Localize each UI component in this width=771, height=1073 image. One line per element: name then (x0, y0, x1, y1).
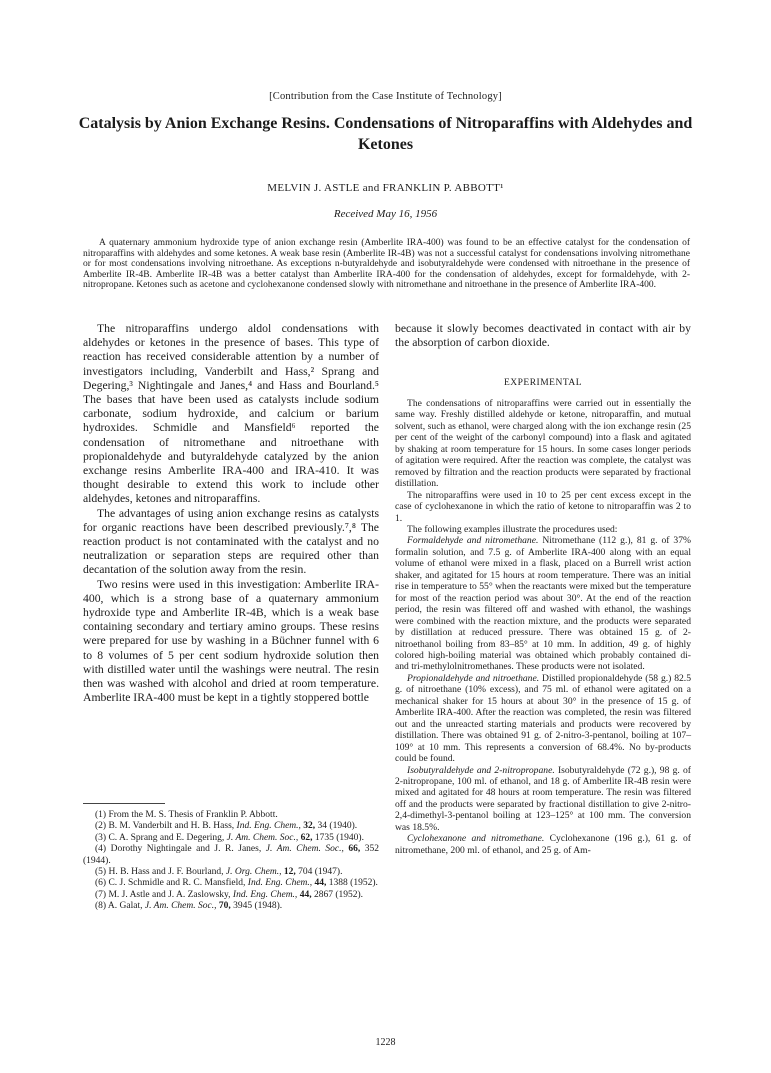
experimental-section (395, 398, 691, 856)
right-column-intro (395, 322, 691, 350)
body-paragraph: The advantages of using anion exchange resins as catalysts for organic reactions have been described previously.⁷,⁸ The reaction product is not contaminated with the catalyst and no neutralization or separation steps are required other than decantation of the solution away from the resin. (83, 506, 379, 577)
footnote: (1) From the M. S. Thesis of Franklin P. Abbott. (95, 810, 278, 820)
example-paragraph (395, 833, 691, 856)
article-title: Catalysis by Anion Exchange Resins. Condensations of Nitroparaffins with Aldehydes and Ketones (78, 115, 693, 153)
example-paragraph (395, 765, 691, 834)
body-paragraph: because it slowly becomes deactivated in contact with air by the absorption of carbon dioxide. (395, 322, 691, 350)
footnote: (7) M. J. Astle and J. A. Zaslowsky, Ind. Eng. Chem., 44, 2867 (1952). (95, 889, 364, 900)
footnotes (83, 810, 379, 913)
abstract (83, 238, 690, 291)
experimental-paragraph: The nitroparaffins were used in 10 to 25 per cent excess except in the case of cyclohexanone in which the ratio of ketone to nitroparaffin was 2 to 1. (395, 489, 691, 524)
contribution-line: [Contribution from the Case Institute of Technology] (269, 91, 502, 102)
example-paragraph (395, 673, 691, 765)
example-heading: Formaldehyde and nitromethane. (407, 535, 539, 547)
example-heading: Isobutyraldehyde and 2-nitropropane. (407, 764, 555, 776)
footnote: (4) Dorothy Nightingale and J. R. Janes, J. Am. Chem. Soc., 66, 352 (1944). (83, 844, 380, 866)
footnote-rule (83, 803, 165, 804)
abstract-text: A quaternary ammonium hydroxide type of anion exchange resin (Amberlite IRA-400) was found to be an effective catalyst for the condensation of nitroparaffins with aldehydes and some ketones. A weak base resin (Amberlite IR-4B) was not a successful catalyst for condensations involving nitromethane or for most condensations involving nitroethane. As exceptions n-butyraldehyde and isobutyraldehyde were condensed with nitroethane in the presence of Amberlite IR-4B. Amberlite IR-4B was a better catalyst than Amberlite IRA-400 for the condensation of aldehydes, except for formaldehyde, with 2-nitropropane. Ketones such as acetone and cyclohexanone condensed slowly with nitromethane and nitroethane in the presence of Amberlite IRA-400. (83, 238, 690, 291)
experimental-paragraph: The condensations of nitroparaffins were carried out in essentially the same way. Freshly distilled aldehyde or ketone, nitroparaffin, and mutual solvent, such as ethanol, were charged along with the ion exchange resin (25 per cent of the weight of the carbonyl compound) into a flask and agitated by shaking at room temperature for 15 hours. In some cases longer periods of agitation were required. After the reaction was complete, the catalyst was removed by filtration and the reaction products were separated by fractional distillation. (395, 398, 691, 490)
example-paragraph (395, 535, 691, 672)
received-date: Received May 16, 1956 (333, 208, 438, 220)
example-text: Distilled propionaldehyde (58 g.) 82.5 g. of nitroethane (10% excess), and 75 ml. of ethanol were agitated on a mechanical shaker for 15 hours at about 30° in the presence of 15 g. of Amberlite IRA-400. After the reaction was completed, the resin was filtered out and the unreacted starting materials and products were recovered by distillation. There was obtained 91 g. of 2-nitro-3-pentanol, boiling at 107–109° at 10 mm. This represents a conversion of 68.4%. No by-products could be found. (395, 672, 691, 765)
footnote: (5) H. B. Hass and J. F. Bourland, J. Org. Chem., 12, 704 (1947). (95, 867, 343, 878)
body-paragraph: Two resins were used in this investigation: Amberlite IRA-400, which is a strong base of a quaternary ammonium hydroxide type and Amberlite IR-4B, which is a weak base containing secondary and tertiary amino groups. These resins were prepared for use by washing in a Büchner funnel with 6 to 8 volumes of 5 per cent sodium hydroxide solution then with distilled water until the washings were neutral. The resin then was washed with alcohol and dried at room temperature. Amberlite IRA-400 must be kept in a tightly stoppered bottle (83, 577, 379, 705)
footnote: (3) C. A. Sprang and E. Degering, J. Am. Chem. Soc., 62, 1735 (1940). (95, 832, 364, 843)
left-column (83, 322, 379, 705)
section-heading: EXPERIMENTAL (503, 378, 583, 388)
example-text: Nitromethane (112 g.), 81 g. of 37% formalin solution, and 7.5 g. of Amberlite IRA-400 along with an equal volume of ethanol were mixed in a flask, placed on a Burrell wrist action shaker, and agitated for 15 hours at room temperature. There was an initial rise in temperature to 55° when the reactants were mixed but the temperature for most of the reaction period was about 30°. At the end of the reaction period, the resin was filtered off and washed with ethanol, the washings were combined with the reaction mixture, and the products were separated by distillation at reduced pressure. There was obtained 15 g. of 2-nitroethanol boiling from 83–85° at 10 mm. In addition, 49 g. of highly colored high-boiling material was obtained which probably contained di- and tri-methylolnitromethanes. These products were not isolated. (395, 535, 691, 673)
footnote: (2) B. M. Vanderbilt and H. B. Hass, Ind. Eng. Chem., 32, 34 (1940). (95, 821, 358, 832)
author-line: MELVIN J. ASTLE and FRANKLIN P. ABBOTT¹ (267, 182, 504, 194)
footnote: (6) C. J. Schmidle and R. C. Mansfield, Ind. Eng. Chem., 44, 1388 (1952). (95, 878, 378, 889)
body-paragraph: The nitroparaffins undergo aldol condensations with aldehydes or ketones in the presence of bases. This type of reaction has received considerable attention by a number of investigators including, Vanderbilt and Hass,² Sprang and Degering,³ Nightingale and Janes,⁴ and Hass and Bourland.⁵ The bases that have been used as catalysts include sodium carbonate, sodium hydroxide, and calcium or barium hydroxides. Schmidle and Mansfield⁶ reported the condensation of nitromethane and nitroethane with propionaldehyde and butyraldehyde catalyzed by the anion exchange resins Amberlite IRA-400 and IRA-410. It was thought desirable to extend this work to include other aldehydes, ketones and nitroparaffins. (83, 322, 379, 506)
footnote: (8) A. Galat, J. Am. Chem. Soc., 70, 3945 (1948). (95, 901, 283, 912)
example-text: Cyclohexanone (196 g.), 61 g. of nitromethane, 200 ml. of ethanol, and 25 g. of Am- (395, 833, 691, 856)
example-heading: Propionaldehyde and nitroethane. (407, 672, 540, 684)
experimental-paragraph: The following examples illustrate the procedures used: (407, 523, 618, 535)
page-number: 1228 (375, 1037, 396, 1048)
example-heading: Cyclohexanone and nitromethane. (407, 833, 545, 845)
example-text: Isobutyraldehyde (72 g.), 98 g. of 2-nitropropane, 100 ml. of ethanol, and 18 g. of Amberlite IR-4B resin were mixed and agitated for 48 hours at room temperature. The resin was filtered off and the products were separated by fractional distillation to give 2-nitro-2,4-dimethyl-3-pentanol boiling at 123–125° at 100 mm. The conversion was 18.5%. (395, 764, 691, 833)
